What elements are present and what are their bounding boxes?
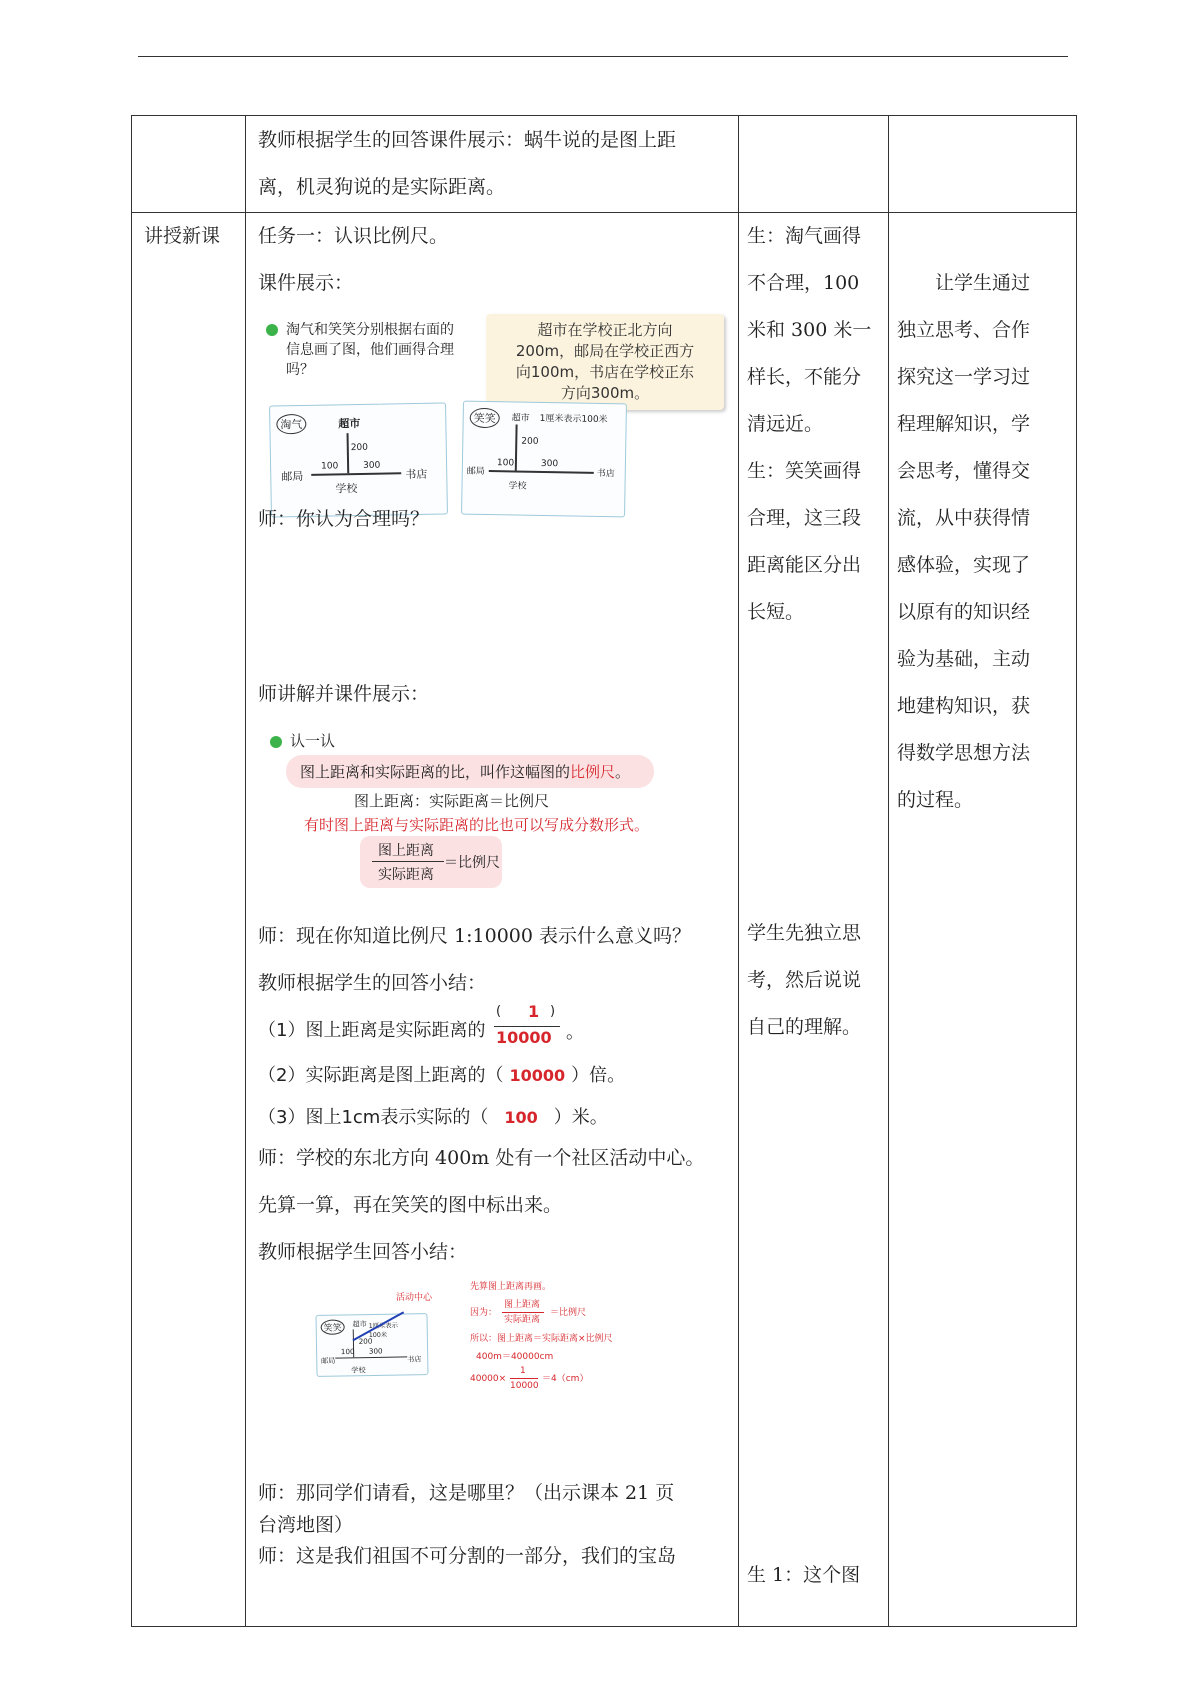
- map-number: 300: [540, 458, 559, 470]
- intro-line: 离，机灵狗说的是实际距离。: [258, 176, 506, 198]
- fraction-equals: ＝比例尺: [444, 855, 500, 871]
- east-west-line: [335, 1356, 407, 1358]
- table-row: [132, 116, 1077, 213]
- calc-so: 所以：图上距离＝实际距离×比例尺: [470, 1334, 613, 1344]
- s1-numerator: 1: [528, 1002, 540, 1021]
- north-line: [515, 424, 517, 470]
- calc-because: 因为： 图上距离 实际距离 ＝比例尺: [470, 1300, 587, 1325]
- map-label: 邮局: [321, 1357, 336, 1366]
- map-label: 邮局: [466, 466, 485, 477]
- teacher-summary: 教师根据学生的回答小结：: [258, 972, 487, 994]
- bullet-icon: [266, 324, 278, 336]
- info-note: 超市在学校正北方向 200m，邮局在学校正西方 向100m，书店在学校正东 方向300m。: [486, 314, 724, 410]
- map-number: 300: [368, 1347, 383, 1357]
- intent-cell: [889, 213, 1077, 1627]
- map-number: 200: [350, 442, 369, 454]
- header-rule: [138, 56, 1068, 57]
- bullet-icon: [270, 736, 282, 748]
- north-line: [347, 433, 349, 473]
- teacher-summary: 教师根据学生回答小结：: [258, 1241, 468, 1263]
- stage-label: 讲授新课: [144, 225, 221, 247]
- fraction-numerator: 图上距离: [378, 843, 434, 859]
- taoqi-badge: 淘气: [276, 414, 306, 435]
- design-intent: 让学生通过 独立思考、合作 探究这一学习过 程理解知识，学 会思考，懂得交 流，从中获得情 感体验，实现了 以原有的知识经 验为基础，主动 地建构知识，获 得数学思想方法 的过程。: [897, 272, 1031, 811]
- ratio-formula: 图上距离：实际距离＝比例尺: [354, 792, 550, 810]
- teacher-statement: 师：这是我们祖国不可分割的一部分，我们的宝岛: [258, 1545, 677, 1567]
- map-number: 300: [363, 460, 381, 471]
- fraction-box: [360, 836, 502, 888]
- summary-item-3: （3）图上1cm表示实际的（ 100 ）米。: [258, 1107, 608, 1128]
- problem-question: 淘气和笑笑分别根据右面的 信息画了图，他们画得合理 吗？: [266, 320, 454, 380]
- student-cell-empty: [739, 116, 889, 213]
- calc-figure: [316, 1282, 656, 1418]
- teacher-question: 师：你认为合理吗？: [258, 508, 430, 530]
- calc-steps: [470, 1280, 613, 1392]
- intent-cell-empty: [889, 116, 1077, 213]
- map-legend: 1厘米表示100米: [539, 413, 608, 426]
- map-label: 书店: [405, 467, 428, 482]
- map-label: 超市: [338, 416, 361, 431]
- map-label: 超市: [511, 413, 530, 424]
- summary-item-1: （1）图上距离是实际距离的 ( 1 ) 10000 。: [258, 1002, 584, 1047]
- map-label: 学校: [351, 1366, 366, 1376]
- main-cell: [246, 213, 739, 1627]
- teacher-question: 师：学校的东北方向 400m 处有一个社区活动中心。: [258, 1147, 705, 1169]
- fraction-denominator: 实际距离: [378, 867, 434, 883]
- lesson-table: [131, 115, 1077, 1627]
- summary-item-2: （2）实际距离是图上距离的（ 10000 ）倍。: [258, 1065, 626, 1086]
- east-west-line: [489, 470, 594, 473]
- calc-map-card: [315, 1313, 428, 1377]
- calc-badge: 笑笑: [321, 1319, 345, 1334]
- student-answer-1: 生：淘气画得 不合理，100 米和 300 米一 样长，不能分 清远近。 生：笑笑画得 合理，这三段 距离能区分出 长短。: [747, 225, 872, 623]
- recognize-figure: [270, 730, 710, 900]
- courseware-show: 课件展示：: [258, 272, 354, 294]
- teacher-question: 师：那同学们请看，这是哪里？（出示课本 21 页: [258, 1482, 675, 1504]
- student-answer-2: 学生先独立思 考，然后说说 自己的理解。: [747, 922, 862, 1038]
- map-label: 学校: [508, 481, 527, 492]
- map-label: 学校: [335, 482, 358, 496]
- teacher-question: 先算一算，再在笑笑的图中标出来。: [258, 1194, 563, 1216]
- map-label: 书店: [596, 468, 615, 480]
- recognize-title: 认一认: [270, 730, 335, 751]
- xiaoxiao-card: [461, 401, 627, 518]
- main-cell-intro: [246, 116, 739, 213]
- teacher-question: 台湾地图）: [258, 1514, 354, 1536]
- fraction-bar: [372, 861, 444, 862]
- teacher-explain: 师讲解并课件展示：: [258, 683, 430, 705]
- stage-cell-empty: [132, 116, 246, 213]
- calc-result: 40000× 1 10000 ＝4（cm）: [470, 1366, 589, 1391]
- fraction-note: 有时图上距离与实际距离的比也可以写成分数形式。: [304, 816, 650, 834]
- map-number: 100: [496, 458, 515, 469]
- table-row: [132, 213, 1077, 1627]
- student-cell: [739, 213, 889, 1627]
- student-answer-3: 生 1：这个图: [747, 1564, 861, 1586]
- teacher-question: 师：现在你知道比例尺 1:10000 表示什么意义吗？: [258, 925, 692, 947]
- map-label: 书店: [407, 1355, 422, 1365]
- calc-head: 先算图上距离再画。: [470, 1282, 552, 1292]
- fraction-bar: [494, 1026, 560, 1027]
- map-number: 100: [340, 1348, 355, 1357]
- map-label: 邮局: [281, 469, 304, 484]
- s1-denominator: 10000: [496, 1028, 552, 1047]
- calc-convert: 400m＝40000cm: [476, 1352, 554, 1362]
- map-label: 超市: [352, 1320, 367, 1330]
- intro-line: 教师根据学生的回答课件展示：蜗牛说的是图上距: [258, 129, 677, 151]
- map-number: 100: [321, 461, 339, 472]
- center-label: 活动中心: [396, 1293, 433, 1303]
- definition-pill: 图上距离和实际距离的比，叫作这幅图的比例尺。: [286, 755, 654, 788]
- map-number: 200: [358, 1337, 373, 1347]
- map-number: 200: [521, 436, 539, 447]
- stage-cell: [132, 213, 246, 1627]
- east-west-line: [311, 472, 401, 475]
- xiaoxiao-badge: 笑笑: [470, 408, 500, 429]
- map-legend: 1厘米表示100米: [368, 1322, 398, 1340]
- task-title: 任务一：认识比例尺。: [258, 225, 449, 247]
